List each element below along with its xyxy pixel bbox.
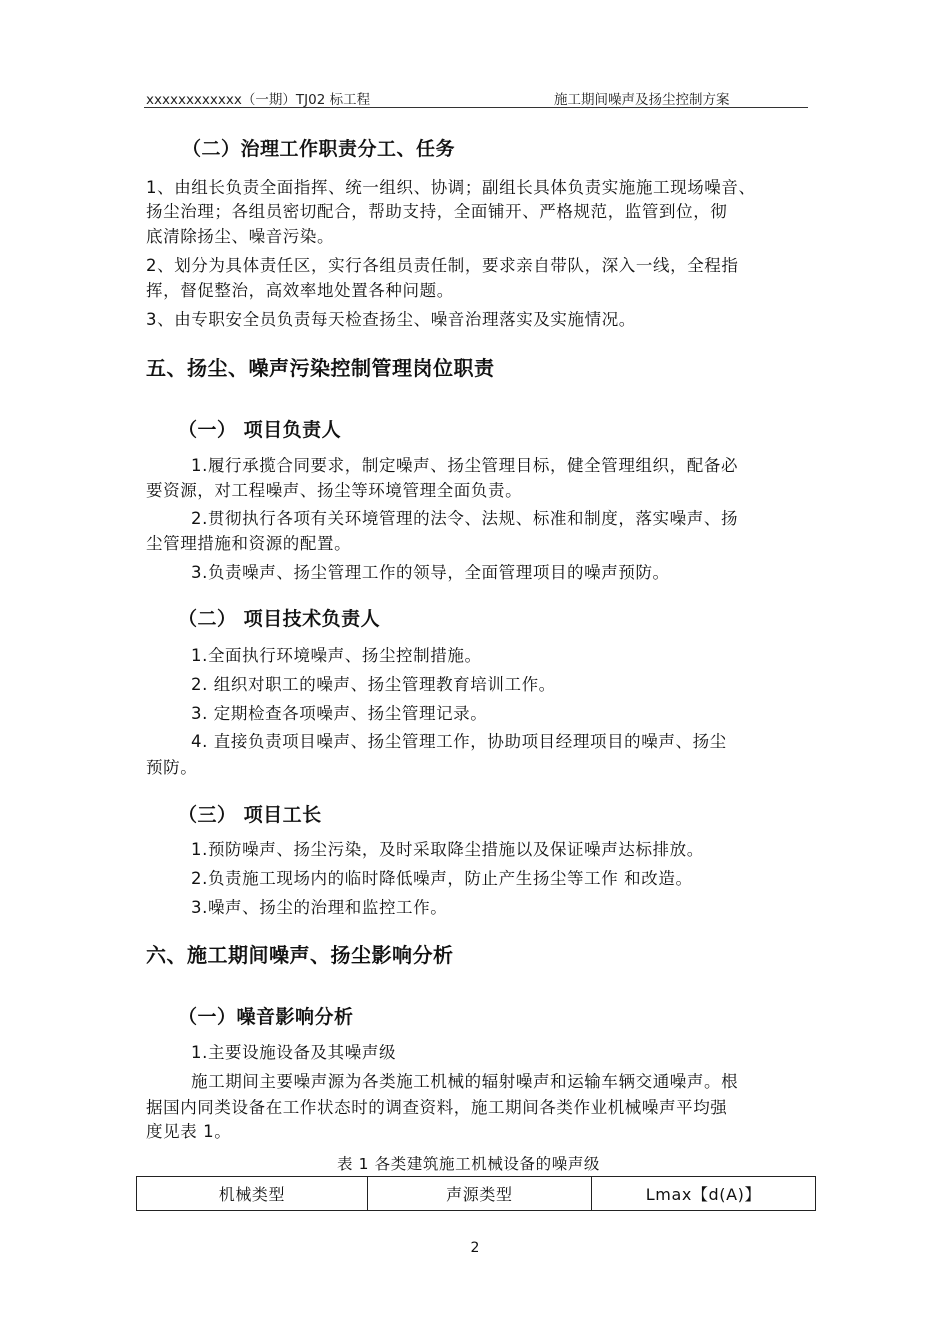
section-5-2-title: （二） 项目技术负责人 <box>178 608 381 630</box>
header-left: xxxxxxxxxxxx（一期）TJ02 标工程 <box>146 92 371 108</box>
table-header-cell: 机械类型 <box>137 1177 368 1211</box>
paragraph-line: 2、划分为具体责任区，实行各组员责任制，要求亲自带队，深入一线，全程指 <box>146 256 739 275</box>
list-item: 1.主要设施设备及其噪声级 <box>191 1043 397 1062</box>
list-item: 4. 直接负责项目噪声、扬尘管理工作，协助项目经理项目的噪声、扬尘 <box>191 732 727 751</box>
list-item: 3.负责噪声、扬尘管理工作的领导，全面管理项目的噪声预防。 <box>191 563 670 582</box>
list-item: 1.履行承揽合同要求，制定噪声、扬尘管理目标，健全管理组织，配备必 <box>191 456 739 475</box>
list-item: 3.噪声、扬尘的治理和监控工作。 <box>191 898 448 917</box>
list-item-continuation: 尘管理措施和资源的配置。 <box>146 534 352 553</box>
table-header-cell: Lmax【d(A)】 <box>591 1177 815 1211</box>
paragraph-line: 扬尘治理；各组员密切配合，帮助支持，全面铺开、严格规范，监管到位，彻 <box>146 202 728 221</box>
list-item: 2.负责施工现场内的临时降低噪声，防止产生扬尘等工作 和改造。 <box>191 869 693 888</box>
paragraph-line: 底清除扬尘、噪音污染。 <box>146 227 335 246</box>
list-item: 1.预防噪声、扬尘污染，及时采取降尘措施以及保证噪声达标排放。 <box>191 840 704 859</box>
list-item: 3. 定期检查各项噪声、扬尘管理记录。 <box>191 704 488 723</box>
section-6-1-title: （一）噪音影响分析 <box>178 1006 354 1028</box>
paragraph-line: 施工期间主要噪声源为各类施工机械的辐射噪声和运输车辆交通噪声。根 <box>191 1072 739 1091</box>
section-5-3-title: （三） 项目工长 <box>178 804 322 826</box>
list-item: 2.贯彻执行各项有关环境管理的法令、法规、标准和制度，落实噪声、扬 <box>191 509 739 528</box>
paragraph-line: 挥，督促整治，高效率地处置各种问题。 <box>146 281 454 300</box>
header-divider <box>144 107 808 108</box>
list-item: 1.全面执行环境噪声、扬尘控制措施。 <box>191 646 482 665</box>
table-caption: 表 1 各类建筑施工机械设备的噪声级 <box>337 1155 601 1173</box>
section-4-2-title: （二）治理工作职责分工、任务 <box>182 138 456 160</box>
paragraph-line: 1、由组长负责全面指挥、统一组织、协调；副组长具体负责实施施工现场噪音、 <box>146 178 756 197</box>
paragraph-line: 3、由专职安全员负责每天检查扬尘、噪音治理落实及实施情况。 <box>146 310 636 329</box>
paragraph-line: 度见表 1。 <box>146 1122 232 1141</box>
list-item-continuation: 要资源，对工程噪声、扬尘等环境管理全面负责。 <box>146 481 523 500</box>
list-item-continuation: 预防。 <box>146 758 198 777</box>
header-right: 施工期间噪声及扬尘控制方案 <box>554 92 730 108</box>
section-5-title: 五、扬尘、噪声污染控制管理岗位职责 <box>146 356 495 380</box>
paragraph-line: 据国内同类设备在工作状态时的调查资料，施工期间各类作业机械噪声平均强 <box>146 1098 728 1117</box>
noise-table <box>136 1176 816 1211</box>
section-5-1-title: （一） 项目负责人 <box>178 419 342 441</box>
table-header-row <box>137 1177 816 1211</box>
list-item: 2. 组织对职工的噪声、扬尘管理教育培训工作。 <box>191 675 556 694</box>
table-header-cell: 声源类型 <box>367 1177 591 1211</box>
page-number: 2 <box>470 1240 480 1256</box>
section-6-title: 六、施工期间噪声、扬尘影响分析 <box>146 943 454 967</box>
